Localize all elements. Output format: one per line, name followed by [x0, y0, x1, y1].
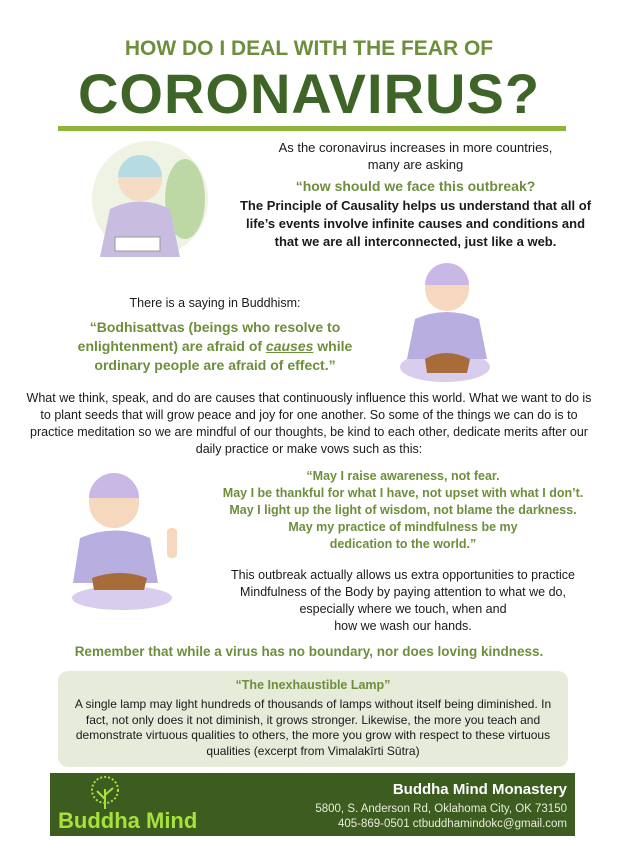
outbreak-text [198, 567, 608, 635]
divider [58, 126, 566, 131]
vows-section [0, 468, 618, 635]
question: “how should we face this outbreak? [295, 178, 536, 194]
vows [198, 468, 608, 553]
vow-line: dedication to the world.” [329, 537, 477, 551]
saying-section [0, 259, 618, 384]
title-line-1: HOW DO I DEAL WITH THE FEAR OF [124, 37, 494, 60]
lamp-title: “The Inexhaustible Lamp” [235, 678, 391, 692]
monastery-name: Buddha Mind Monastery [392, 781, 567, 798]
outbreak-line: how we wash our hands. [334, 619, 472, 633]
main-paragraph: What we think, speak, and do are causes that continuously influence this world. What we want to do is to plant seeds that will grow peace and joy for one another. So some of the things we can do is to practice meditation so we are mindful of our thoughts, be kind to each other, dedicate merits after our daily practice or make vows such as this: [26, 391, 592, 456]
logo-text: Buddha Mind [58, 808, 198, 833]
vow-line: May my practice of mindfulness be my [288, 520, 518, 534]
quote-part: “Bodhisattvas (beings who resolve to enlightenment) are afraid of [77, 319, 341, 354]
bodhisattva-quote [55, 318, 375, 375]
monk-reading-illustration [85, 139, 210, 259]
vow-line: “May I raise awareness, not fear. [306, 469, 500, 483]
monk-winking-illustration [62, 468, 192, 613]
intro-line: As the coronavirus increases in more countries, [278, 140, 553, 155]
phone-email: 405-869-0501 ctbuddhamindokc@gmail.com [337, 818, 567, 830]
contact-info [315, 802, 567, 832]
tree-logo-icon [80, 775, 130, 809]
saying-label: There is a saying in Buddhism: [129, 296, 301, 310]
intro-line: many are asking [367, 157, 464, 172]
monk-meditating-illustration [385, 259, 515, 384]
footer [50, 773, 575, 836]
quote-emphasis: causes [265, 338, 314, 354]
principle-text: The Principle of Causality helps us understand that all of life’s events involve infinite causes and conditions and that we are all interconnected, just like a web. [239, 198, 592, 249]
outbreak-line: Mindfulness of the Body by paying attention to what we do, [240, 585, 566, 599]
header [0, 0, 618, 131]
vow-line: May I light up the light of wisdom, not blame the darkness. [229, 503, 577, 517]
lamp-body: A single lamp may light hundreds of thousands of lamps without itself being diminished. In fact, not only does it not diminish, it grows stronger. Likewise, the more you teach and demonstrate virtuous qualities to others, the more you grow with respect to these virtuous qualities (excerpt from Vimalakīrti Sūtra) [74, 697, 552, 758]
intro-section [0, 139, 618, 259]
remember-text: Remember that while a virus has no boundary, nor does loving kindness. [74, 644, 544, 659]
outbreak-line: especially where we touch, when and [299, 602, 507, 616]
outbreak-line: This outbreak actually allows us extra opportunities to practice [231, 568, 575, 582]
intro-text [238, 139, 593, 173]
title-line-2: CORONAVIRUS? [77, 62, 541, 125]
quote-part: while ordinary people are afraid of effect.” [94, 338, 353, 373]
address: 5800, S. Anderson Rd, Oklahoma City, OK 73150 [315, 803, 567, 815]
vow-line: May I be thankful for what I have, not upset with what I don’t. [222, 486, 584, 500]
lamp-box [58, 671, 568, 767]
